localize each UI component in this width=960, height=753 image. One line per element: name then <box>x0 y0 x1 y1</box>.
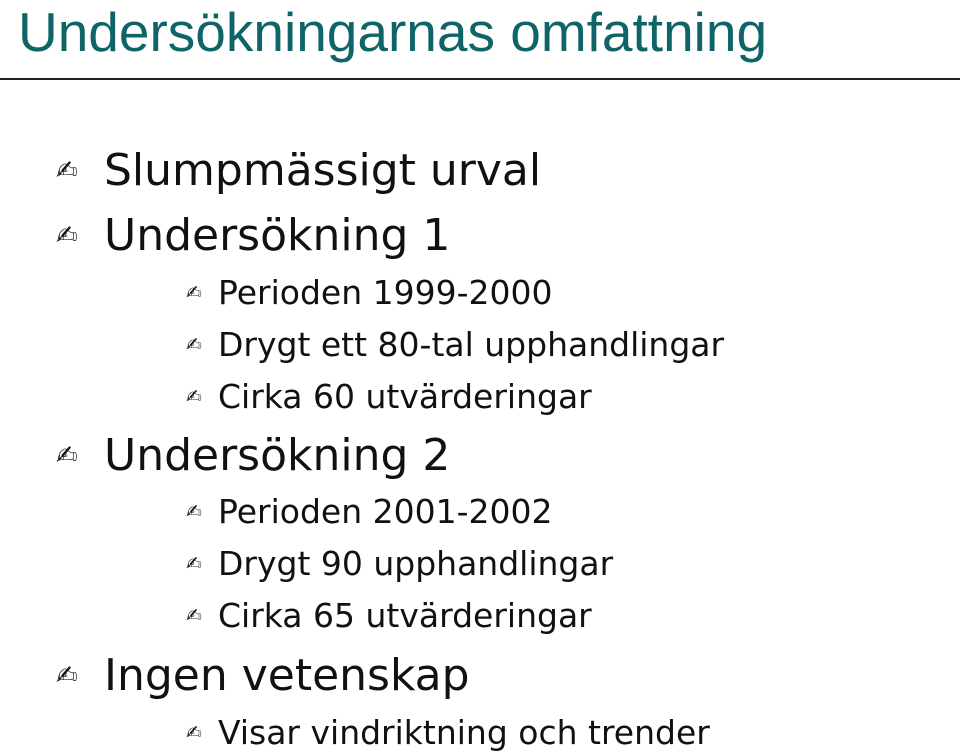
pen-nib-icon: ✍ <box>186 605 202 627</box>
sub-list-item-text: Cirka 60 utvärderingar <box>218 377 592 416</box>
pen-nib-icon: ✍ <box>186 553 202 575</box>
pen-nib-icon: ✍ <box>56 221 78 251</box>
pen-nib-icon: ✍ <box>186 501 202 523</box>
sub-list-item <box>186 541 613 587</box>
sub-list-item <box>186 374 592 420</box>
sub-list-item-text: Visar vindriktning och trender <box>218 713 710 752</box>
list-item-text: Ingen vetenskap <box>104 650 470 701</box>
list-item <box>56 143 541 199</box>
pen-nib-icon: ✍ <box>56 156 78 186</box>
sub-list-item <box>186 270 552 316</box>
pen-nib-icon: ✍ <box>186 282 202 304</box>
list-item-text: Slumpmässigt urval <box>104 145 542 196</box>
slide-title: Undersökningarnas omfattning <box>18 1 768 63</box>
pen-nib-icon: ✍ <box>186 386 202 408</box>
pen-nib-icon: ✍ <box>56 441 78 471</box>
sub-list-item <box>186 489 552 535</box>
sub-list-item <box>186 593 592 639</box>
pen-nib-icon: ✍ <box>186 334 202 356</box>
list-item <box>56 428 450 484</box>
pen-nib-icon: ✍ <box>186 722 202 744</box>
sub-list-item-text: Drygt 90 upphandlingar <box>218 544 614 583</box>
list-item-text: Undersökning 1 <box>104 210 451 261</box>
sub-list-item-text: Perioden 1999-2000 <box>218 273 553 312</box>
sub-list-item <box>186 710 710 753</box>
sub-list-item <box>186 322 724 368</box>
sub-list-item-text: Perioden 2001-2002 <box>218 492 553 531</box>
list-item <box>56 648 470 704</box>
list-item <box>56 208 450 264</box>
list-item-text: Undersökning 2 <box>104 430 451 481</box>
sub-list-item-text: Cirka 65 utvärderingar <box>218 596 592 635</box>
pen-nib-icon: ✍ <box>56 661 78 691</box>
sub-list-item-text: Drygt ett 80-tal upphandlingar <box>218 325 725 364</box>
